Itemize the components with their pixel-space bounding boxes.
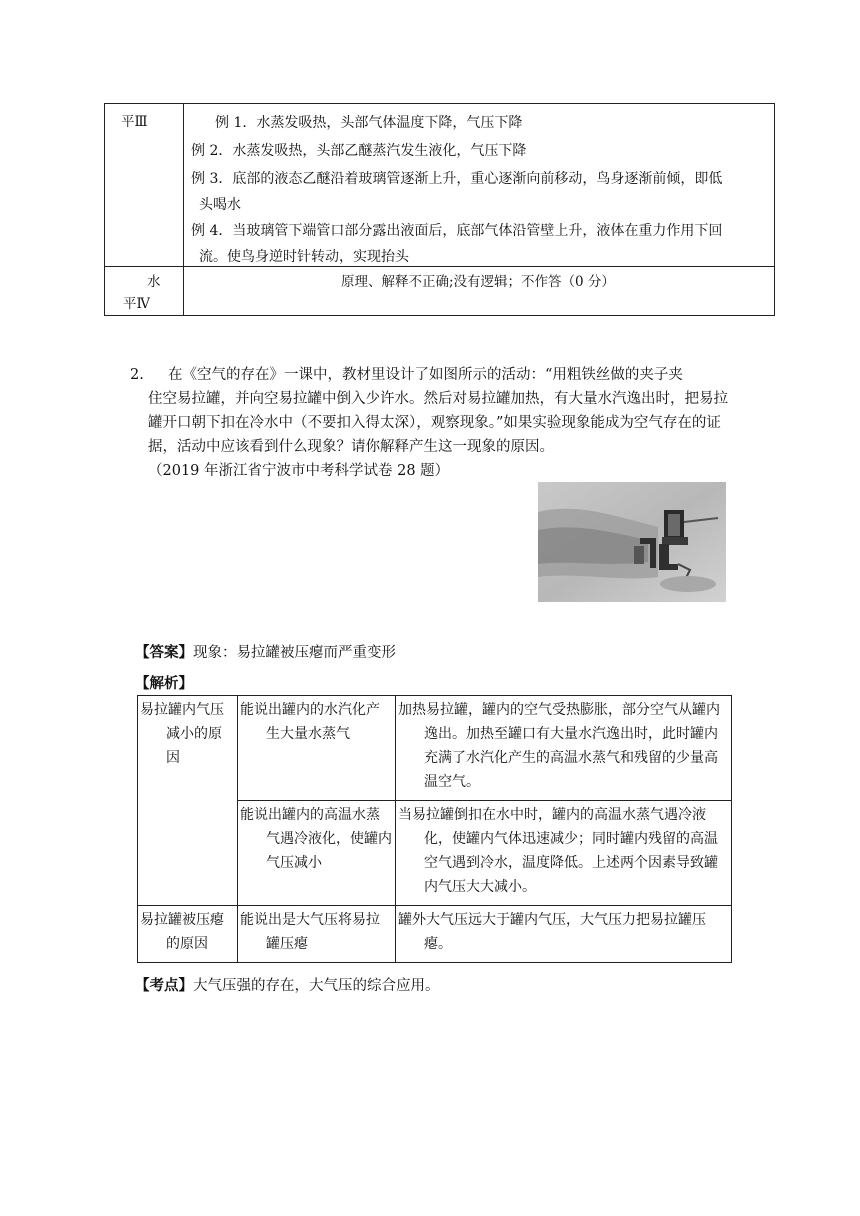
answer-text: 现象：易拉罐被压瘪而严重变形 bbox=[193, 645, 396, 661]
level3-label: 平Ⅲ bbox=[121, 114, 148, 130]
analysis-tag: 【解析】 bbox=[135, 675, 193, 692]
kaodian-line bbox=[135, 975, 440, 997]
answer-tag: 【答案】 bbox=[135, 644, 193, 661]
cause-cell: 易拉罐被压瘪的原因 bbox=[138, 906, 238, 963]
example-1: 例 1．水蒸发吸热，头部气体温度下降，气压下降 bbox=[215, 115, 523, 131]
table-row bbox=[138, 696, 732, 801]
kaodian-tag: 【考点】 bbox=[135, 977, 193, 994]
kaodian-text: 大气压强的存在，大气压的综合应用。 bbox=[193, 978, 440, 994]
question-text-line1: 在《空气的存在》一课中，教材里设计了如图所示的活动：“用粗铁丝做的夹子夹 bbox=[168, 367, 683, 383]
table-row bbox=[138, 906, 732, 963]
question-number: 2. bbox=[130, 367, 144, 383]
analysis-table bbox=[137, 695, 732, 963]
detail-cell: 当易拉罐倒扣在水中时，罐内的高温水蒸气遇冷液化，使罐内气体迅速减少；同时罐内残留的高温空气遇到冷水，温度降低。上述两个因素导致罐内气压大大减小。 bbox=[396, 801, 732, 906]
level4-text: 原理、解释不正确;没有逻辑；不作答（0 分） bbox=[341, 274, 615, 290]
point-cell: 能说出罐内的高温水蒸气遇冷液化，使罐内气压减小 bbox=[238, 801, 396, 906]
example-2: 例 2．水蒸发吸热，头部乙醚蒸汽发生液化，气压下降 bbox=[191, 143, 527, 159]
cause-cell: 易拉罐内气压减小的原因 bbox=[138, 696, 238, 906]
detail-cell: 罐外大气压远大于罐内气压，大气压力把易拉罐压瘪。 bbox=[396, 906, 732, 963]
point-cell: 能说出是大气压将易拉罐压瘪 bbox=[238, 906, 396, 963]
answer-line bbox=[135, 642, 396, 664]
rubric-table bbox=[104, 103, 775, 316]
example-4: 例 4．当玻璃管下端管口部分露出液面后，底部气体沿管壁上升，液体在重力作用下回 流。使鸟身逆时针转动，实现抬头 bbox=[191, 223, 723, 265]
question-text-rest: 住空易拉罐，并向空易拉罐中倒入少许水。然后对易拉罐加热，有大量水汽逸出时，把易拉罐开口朝下扣在冷水中（不要扣入得太深），观察现象。”如果实验现象能成为空气存在的证据，活动中应该看到什么现象？请你解释产生这一现象的原因。 bbox=[148, 391, 728, 455]
experiment-photo bbox=[538, 482, 726, 602]
table-divider-vertical bbox=[183, 104, 184, 315]
level4-label-a: 水 bbox=[147, 274, 161, 290]
point-cell: 能说出罐内的水汽化产生大量水蒸气 bbox=[238, 696, 396, 801]
question-source: （2019 年浙江省宁波市中考科学试卷 28 题） bbox=[148, 463, 450, 479]
example-3: 例 3．底部的液态乙醚沿着玻璃管逐渐上升，重心逐渐向前移动，鸟身逐渐前倾，即低 头喝水 bbox=[191, 171, 723, 213]
question-block bbox=[130, 363, 740, 483]
level4-label-b: 平Ⅳ bbox=[123, 296, 150, 312]
detail-cell: 加热易拉罐，罐内的空气受热膨胀，部分空气从罐内逸出。加热至罐口有大量水汽逸出时，此时罐内充满了水汽化产生的高温水蒸气和残留的少量高温空气。 bbox=[396, 696, 732, 801]
